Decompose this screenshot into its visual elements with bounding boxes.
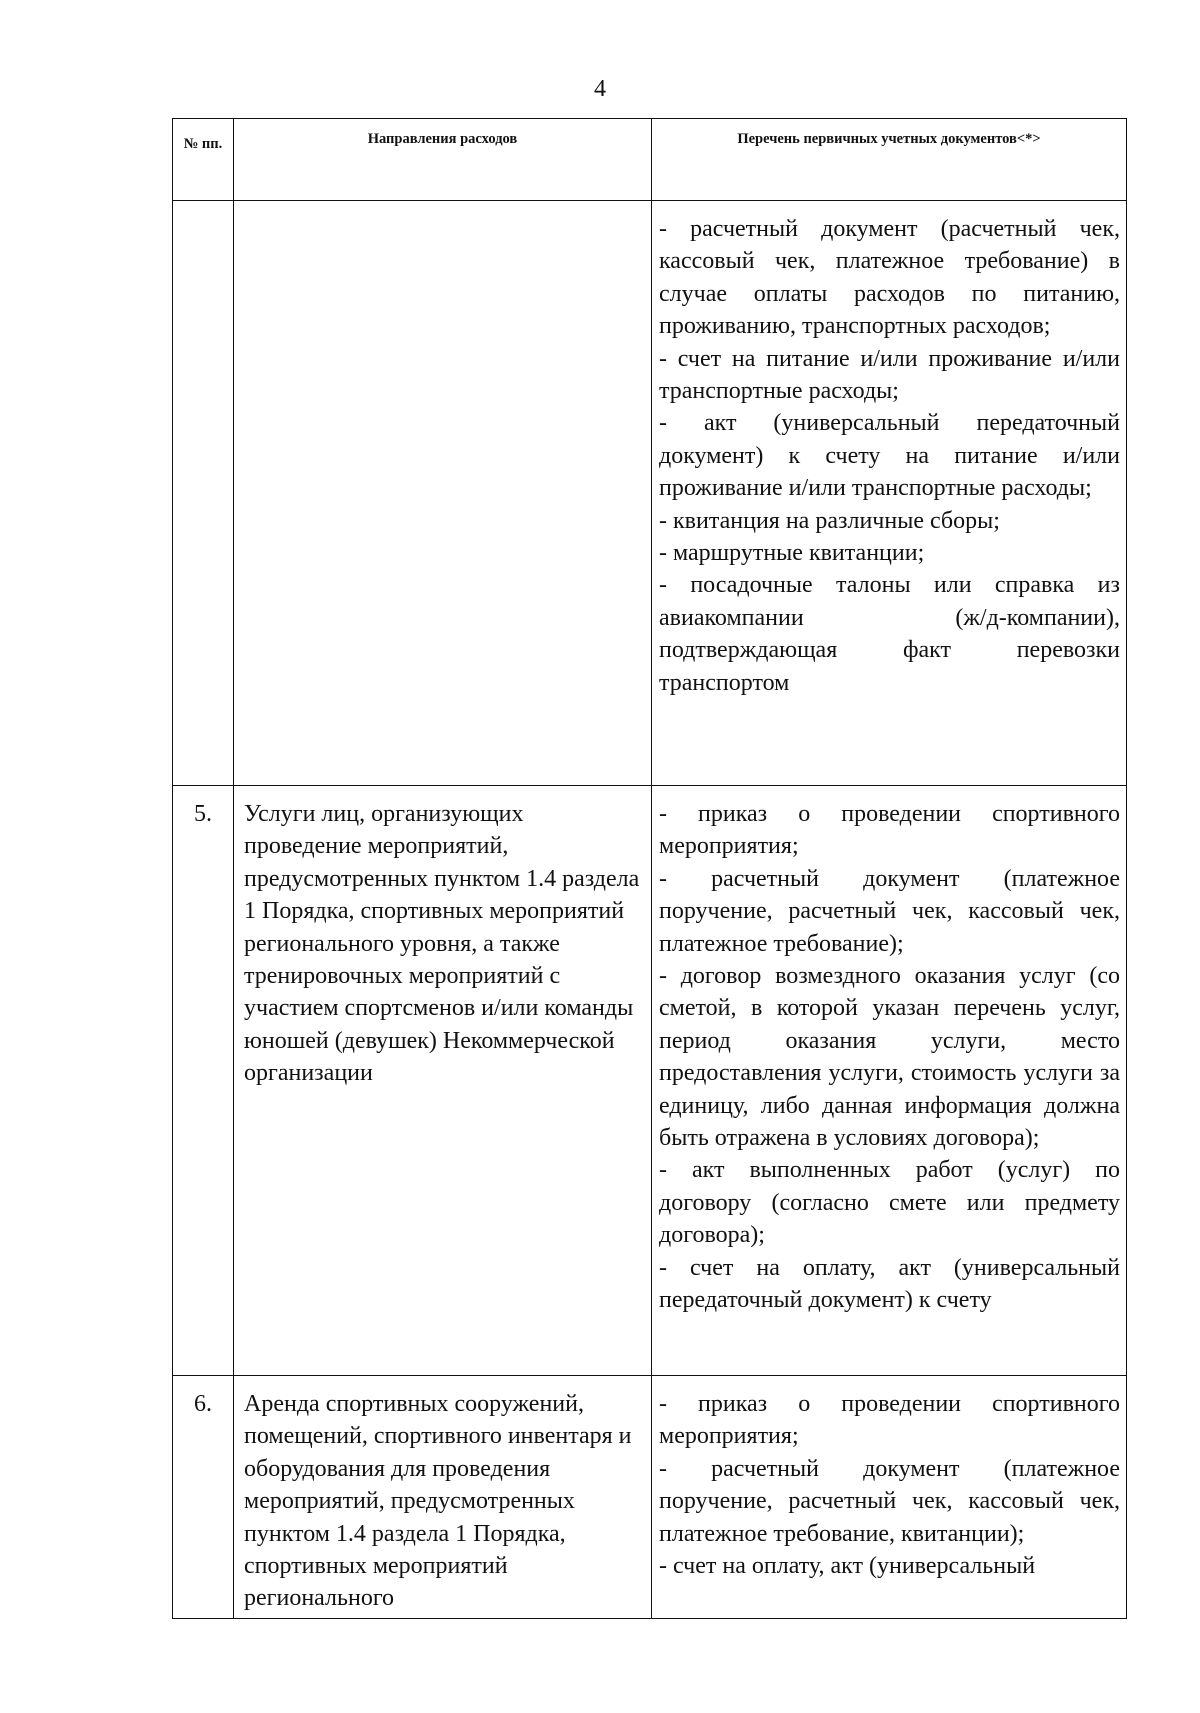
document-item: - квитанция на различные сборы; xyxy=(659,507,1000,534)
row-documents xyxy=(652,1376,1127,1619)
row-documents xyxy=(652,201,1127,786)
document-item: - маршрутные квитанции; xyxy=(659,540,925,567)
document-item: - расчетный документ (платежное поручение, расчетный чек, кассовый чек, платежное требование, квитанции); xyxy=(659,1455,1120,1547)
document-item: - акт (универсальный передаточный документ) к счету на питание и/или проживание и/или транспортные расходы; xyxy=(659,410,1120,502)
document-item: - посадочные талоны или справка из авиакомпании (ж/д-компании), подтверждающая факт перевозки транспортом xyxy=(659,572,1120,696)
table-row xyxy=(173,786,1127,1376)
row-number xyxy=(173,201,234,786)
row-direction: Аренда спортивных сооружений, помещений, спортивного инвентаря и оборудования для проведения мероприятий, предусмотренных пунктом 1.4 раздела 1 Порядка, спортивных мероприятий регионального xyxy=(234,1376,652,1619)
table-row xyxy=(173,1376,1127,1619)
document-item: - счет на питание и/или проживание и/или транспортные расходы; xyxy=(659,345,1120,405)
expense-documents-table xyxy=(172,118,1127,1619)
document-item: - счет на оплату, акт (универсальный передаточный документ) к счету xyxy=(659,1254,1120,1314)
table-row xyxy=(173,201,1127,786)
document-item: - расчетный документ (расчетный чек, кассовый чек, платежное требование) в случае оплаты расходов по питанию, проживанию, транспортных расходов; xyxy=(659,216,1120,340)
header-documents: Перечень первичных учетных документов<*> xyxy=(652,119,1127,201)
row-documents xyxy=(652,786,1127,1376)
row-number: 6. xyxy=(173,1376,234,1619)
document-item: - приказ о проведении спортивного мероприятия; xyxy=(659,1391,1120,1450)
page-number: 4 xyxy=(594,76,606,102)
document-item: - счет на оплату, акт (универсальный xyxy=(659,1553,1036,1580)
row-direction: Услуги лиц, организующих проведение мероприятий, предусмотренных пунктом 1.4 раздела 1 Порядка, спортивных мероприятий регионального уровня, а также тренировочных мероприятий с участием спортсменов и/или команды юношей (девушек) Некоммерческой организации xyxy=(234,786,652,1376)
header-number: № пп. xyxy=(173,119,234,201)
table-header-row xyxy=(173,119,1127,201)
row-number: 5. xyxy=(173,786,234,1376)
document-item: - приказ о проведении спортивного мероприятия; xyxy=(659,801,1120,860)
header-direction: Направления расходов xyxy=(234,119,652,201)
document-item: - акт выполненных работ (услуг) по договору (согласно смете или предмету договора); xyxy=(659,1157,1120,1249)
row-direction xyxy=(234,201,652,786)
document-item: - расчетный документ (платежное поручение, расчетный чек, кассовый чек, платежное требование); xyxy=(659,865,1120,957)
document-item: - договор возмездного оказания услуг (со сметой, в которой указан перечень услуг, период оказания услуги, место предоставления услуги, стоимость услуги за единицу, либо данная информация должна быть отражена в условиях договора); xyxy=(659,963,1120,1152)
